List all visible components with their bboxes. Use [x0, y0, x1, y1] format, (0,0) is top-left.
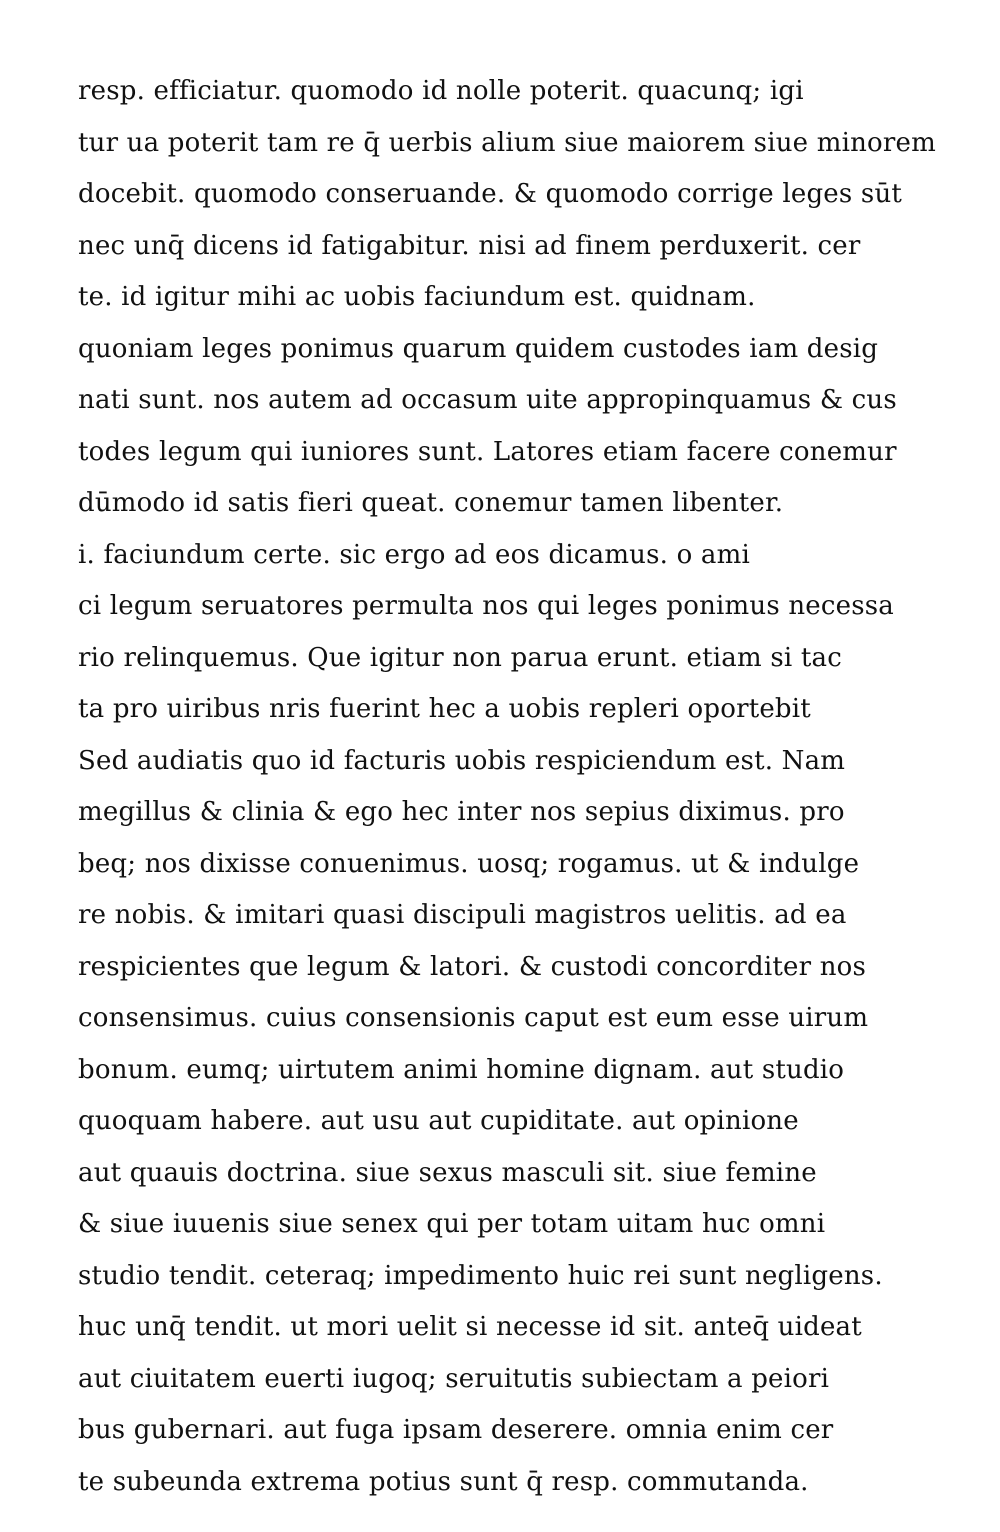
manuscript-line: bonum. eumq; uirtutem animi homine dignam. aut studio [78, 1054, 845, 1085]
manuscript-line: te. id igitur mihi ac uobis faciundum est. quidnam. [78, 282, 756, 312]
manuscript-line: Sed audiatis quo id facturis uobis respiciendum est. Nam [78, 745, 846, 776]
manuscript-line: resp. efficiatur. quomodo id nolle poterit. quacunq; igi [78, 76, 804, 106]
manuscript-line: nec unq̄ dicens id fatigabitur. nisi ad finem perduxerit. cer [78, 230, 861, 261]
manuscript-line: ta pro uiribus nris fuerint hec a uobis repleri oportebit [78, 694, 811, 724]
manuscript-line: tur ua poterit tam re q̄ uerbis alium siue maiorem siue minorem [78, 127, 936, 158]
manuscript-line: aut quauis doctrina. siue sexus masculi sit. siue femine [78, 1157, 817, 1188]
manuscript-line: todes legum qui iuniores sunt. Latores etiam facere conemur [78, 436, 897, 467]
manuscript-line: nati sunt. nos autem ad occasum uite appropinquamus & cus [78, 385, 897, 415]
manuscript-line: rio relinquemus. Que igitur non parua erunt. etiam si tac [78, 642, 842, 673]
manuscript-line: beq; nos dixisse conuenimus. uosq; rogamus. ut & indulge [78, 848, 860, 879]
manuscript-line: quoniam leges ponimus quarum quidem custodes iam desig [78, 333, 879, 364]
manuscript-line: respicientes que legum & latori. & custodi concorditer nos [78, 951, 867, 982]
manuscript-line: docebit. quomodo conseruande. & quomodo corrige leges sūt [78, 179, 903, 209]
manuscript-line: megillus & clinia & ego hec inter nos sepius diximus. pro [78, 797, 845, 827]
manuscript-line: re nobis. & imitari quasi discipuli magistros uelitis. ad ea [78, 900, 847, 930]
manuscript-line: dūmodo id satis fieri queat. conemur tamen libenter. [78, 488, 784, 518]
manuscript-text-block [78, 66, 938, 1508]
manuscript-line: quoquam habere. aut usu aut cupiditate. aut opinione [78, 1106, 799, 1136]
manuscript-line: te subeunda extrema potius sunt q̄ resp. commutanda. [78, 1466, 809, 1497]
manuscript-line: aut ciuitatem euerti iugoq; seruitutis subiectam a peiori [78, 1363, 830, 1394]
manuscript-line: ci legum seruatores permulta nos qui leges ponimus necessa [78, 591, 895, 621]
manuscript-line: consensimus. cuius consensionis caput est eum esse uirum [78, 1003, 869, 1033]
manuscript-line: i. faciundum certe. sic ergo ad eos dicamus. o ami [78, 539, 750, 570]
manuscript-line: huc unq̄ tendit. ut mori uelit si necesse id sit. anteq̄ uideat [78, 1312, 862, 1342]
manuscript-line: & siue iuuenis siue senex qui per totam uitam huc omni [78, 1209, 826, 1239]
manuscript-line: studio tendit. ceteraq; impedimento huic rei sunt negligens. [78, 1260, 883, 1291]
manuscript-line: bus gubernari. aut fuga ipsam deserere. omnia enim cer [78, 1415, 834, 1445]
